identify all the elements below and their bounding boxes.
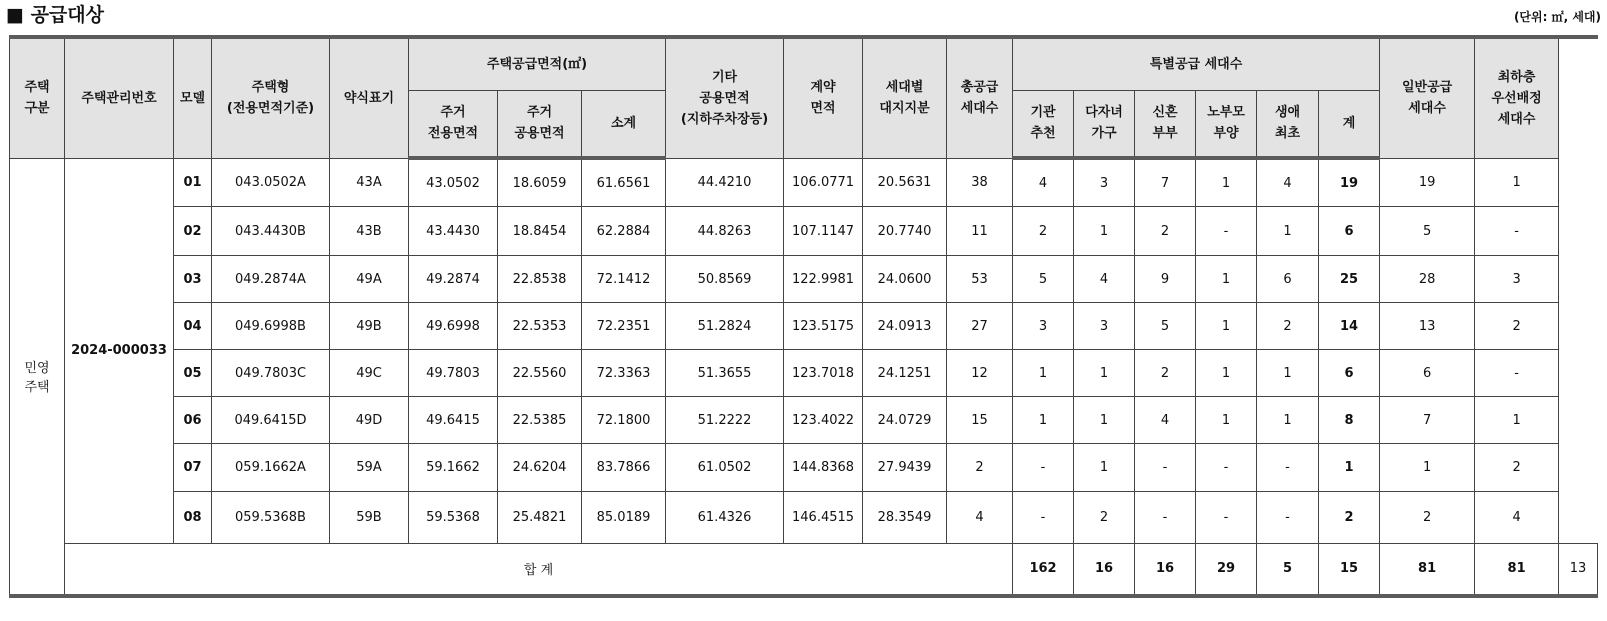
header-other-common: 기타 공용면적 (지하주차장등) xyxy=(666,37,784,158)
elderly-cell: 1 xyxy=(1196,303,1257,350)
elderly-sum: 5 xyxy=(1257,544,1319,596)
lowest-floor-cell: 1 xyxy=(1475,397,1559,444)
elderly-cell: 1 xyxy=(1196,350,1257,397)
newlywed-cell: 7 xyxy=(1135,158,1196,207)
multi-child-cell: 1 xyxy=(1074,444,1135,492)
first-life-cell: 4 xyxy=(1257,158,1319,207)
type-cell: 049.7803C xyxy=(212,350,330,397)
res-common-cell: 18.6059 xyxy=(498,158,582,207)
institution-cell: 3 xyxy=(1013,303,1074,350)
total-row xyxy=(10,544,1598,596)
general-cell: 7 xyxy=(1380,397,1475,444)
section-title: ■ 공급대상 xyxy=(6,4,104,26)
res-common-cell: 24.6204 xyxy=(498,444,582,492)
header-mgmt-no: 주택관리번호 xyxy=(65,37,174,158)
management-number-cell: 2024-000033 xyxy=(65,158,174,544)
lowest-floor-sum: 13 xyxy=(1559,544,1598,596)
multi-child-cell: 2 xyxy=(1074,492,1135,544)
res-common-cell: 22.5560 xyxy=(498,350,582,397)
multi-child-cell: 4 xyxy=(1074,256,1135,303)
header-model: 모델 xyxy=(174,37,212,158)
elderly-cell: - xyxy=(1196,492,1257,544)
land-cell: 27.9439 xyxy=(863,444,947,492)
contract-cell: 107.1147 xyxy=(784,207,863,256)
general-cell: 1 xyxy=(1380,444,1475,492)
newlywed-cell: - xyxy=(1135,444,1196,492)
type-cell: 059.5368B xyxy=(212,492,330,544)
header-land: 세대별 대지지분 xyxy=(863,37,947,158)
header-housing-type: 주택 구분 xyxy=(10,37,65,158)
contract-cell: 123.5175 xyxy=(784,303,863,350)
unit-note: (단위: ㎡, 세대) xyxy=(1513,10,1601,24)
short-cell: 59B xyxy=(330,492,409,544)
lowest-floor-cell: 2 xyxy=(1475,303,1559,350)
subtotal-cell: 61.6561 xyxy=(582,158,666,207)
newlywed-cell: 4 xyxy=(1135,397,1196,444)
res-exclusive-cell: 49.6998 xyxy=(409,303,498,350)
special-sum-cell: 6 xyxy=(1319,207,1380,256)
total-supply-cell: 27 xyxy=(947,303,1013,350)
model-cell: 01 xyxy=(174,158,212,207)
special-sum-cell: 19 xyxy=(1319,158,1380,207)
total-supply-cell: 12 xyxy=(947,350,1013,397)
res-exclusive-cell: 43.0502 xyxy=(409,158,498,207)
res-common-cell: 18.8454 xyxy=(498,207,582,256)
multi-child-cell: 1 xyxy=(1074,350,1135,397)
header-institution: 기관 추천 xyxy=(1013,90,1074,158)
header-res-common: 주거 공용면적 xyxy=(498,90,582,158)
header-special: 특별공급 세대수 xyxy=(1013,37,1380,90)
land-cell: 28.3549 xyxy=(863,492,947,544)
first-life-cell: 1 xyxy=(1257,397,1319,444)
general-cell: 2 xyxy=(1380,492,1475,544)
special-sum-cell: 1 xyxy=(1319,444,1380,492)
land-cell: 20.7740 xyxy=(863,207,947,256)
first-life-cell: 2 xyxy=(1257,303,1319,350)
short-cell: 43B xyxy=(330,207,409,256)
header-res-exclusive: 주거 전용면적 xyxy=(409,90,498,158)
first-life-sum: 15 xyxy=(1319,544,1380,596)
first-life-cell: 6 xyxy=(1257,256,1319,303)
subtotal-cell: 72.1412 xyxy=(582,256,666,303)
multi-child-cell: 3 xyxy=(1074,303,1135,350)
table-row xyxy=(10,397,1598,444)
special-sum-cell: 6 xyxy=(1319,350,1380,397)
total-supply-cell: 11 xyxy=(947,207,1013,256)
newlywed-cell: 2 xyxy=(1135,350,1196,397)
header-newlywed: 신혼 부부 xyxy=(1135,90,1196,158)
header-multi-child: 다자녀 가구 xyxy=(1074,90,1135,158)
res-exclusive-cell: 43.4430 xyxy=(409,207,498,256)
lowest-floor-cell: 2 xyxy=(1475,444,1559,492)
type-cell: 043.0502A xyxy=(212,158,330,207)
institution-cell: 2 xyxy=(1013,207,1074,256)
newlywed-cell: 2 xyxy=(1135,207,1196,256)
total-supply-cell: 53 xyxy=(947,256,1013,303)
land-cell: 24.1251 xyxy=(863,350,947,397)
res-common-cell: 22.5353 xyxy=(498,303,582,350)
header-elderly: 노부모 부양 xyxy=(1196,90,1257,158)
total-label: 합 계 xyxy=(65,544,1013,596)
res-common-cell: 22.8538 xyxy=(498,256,582,303)
model-cell: 07 xyxy=(174,444,212,492)
res-exclusive-cell: 49.6415 xyxy=(409,397,498,444)
contract-cell: 144.8368 xyxy=(784,444,863,492)
contract-cell: 123.4022 xyxy=(784,397,863,444)
general-cell: 28 xyxy=(1380,256,1475,303)
first-life-cell: 1 xyxy=(1257,350,1319,397)
special-sum-total: 81 xyxy=(1380,544,1475,596)
general-cell: 19 xyxy=(1380,158,1475,207)
lowest-floor-cell: 3 xyxy=(1475,256,1559,303)
multi-child-sum: 16 xyxy=(1135,544,1196,596)
lowest-floor-cell: - xyxy=(1475,350,1559,397)
elderly-cell: 1 xyxy=(1196,158,1257,207)
institution-cell: 1 xyxy=(1013,397,1074,444)
res-exclusive-cell: 59.5368 xyxy=(409,492,498,544)
type-cell: 049.2874A xyxy=(212,256,330,303)
header-supply-area: 주택공급면적(㎡) xyxy=(409,37,666,90)
land-cell: 20.5631 xyxy=(863,158,947,207)
other-common-cell: 61.4326 xyxy=(666,492,784,544)
institution-cell: 4 xyxy=(1013,158,1074,207)
res-exclusive-cell: 49.7803 xyxy=(409,350,498,397)
special-sum-cell: 2 xyxy=(1319,492,1380,544)
total-supply-cell: 38 xyxy=(947,158,1013,207)
table-row xyxy=(10,158,1598,207)
lowest-floor-cell: 1 xyxy=(1475,158,1559,207)
header-special-sum: 계 xyxy=(1319,90,1380,158)
lowest-floor-cell: 4 xyxy=(1475,492,1559,544)
special-sum-cell: 25 xyxy=(1319,256,1380,303)
contract-cell: 106.0771 xyxy=(784,158,863,207)
model-cell: 03 xyxy=(174,256,212,303)
type-cell: 059.1662A xyxy=(212,444,330,492)
table-row xyxy=(10,444,1598,492)
header-contract: 계약 면적 xyxy=(784,37,863,158)
table-row xyxy=(10,350,1598,397)
newlywed-cell: 5 xyxy=(1135,303,1196,350)
institution-cell: - xyxy=(1013,492,1074,544)
first-life-cell: - xyxy=(1257,444,1319,492)
total-supply-cell: 15 xyxy=(947,397,1013,444)
land-cell: 24.0600 xyxy=(863,256,947,303)
land-cell: 24.0729 xyxy=(863,397,947,444)
short-cell: 49C xyxy=(330,350,409,397)
header-lowest-floor: 최하층 우선배정 세대수 xyxy=(1475,37,1559,158)
type-cell: 049.6998B xyxy=(212,303,330,350)
subtotal-cell: 72.3363 xyxy=(582,350,666,397)
header-type: 주택형 (전용면적기준) xyxy=(212,37,330,158)
header-total-supply: 총공급 세대수 xyxy=(947,37,1013,158)
res-common-cell: 22.5385 xyxy=(498,397,582,444)
multi-child-cell: 3 xyxy=(1074,158,1135,207)
subtotal-cell: 72.2351 xyxy=(582,303,666,350)
table-row xyxy=(10,492,1598,544)
contract-cell: 123.7018 xyxy=(784,350,863,397)
general-cell: 5 xyxy=(1380,207,1475,256)
total-supply-cell: 2 xyxy=(947,444,1013,492)
subtotal-cell: 85.0189 xyxy=(582,492,666,544)
housing-category-cell: 민영 주택 xyxy=(10,158,65,596)
contract-cell: 146.4515 xyxy=(784,492,863,544)
model-cell: 04 xyxy=(174,303,212,350)
newlywed-cell: - xyxy=(1135,492,1196,544)
other-common-cell: 51.2222 xyxy=(666,397,784,444)
header-general: 일반공급 세대수 xyxy=(1380,37,1475,158)
multi-child-cell: 1 xyxy=(1074,207,1135,256)
institution-cell: 1 xyxy=(1013,350,1074,397)
header-subtotal: 소계 xyxy=(582,90,666,158)
short-cell: 43A xyxy=(330,158,409,207)
table-row xyxy=(10,256,1598,303)
general-cell: 13 xyxy=(1380,303,1475,350)
other-common-cell: 61.0502 xyxy=(666,444,784,492)
other-common-cell: 44.8263 xyxy=(666,207,784,256)
other-common-cell: 51.3655 xyxy=(666,350,784,397)
contract-cell: 122.9981 xyxy=(784,256,863,303)
model-cell: 05 xyxy=(174,350,212,397)
institution-sum: 16 xyxy=(1074,544,1135,596)
other-common-cell: 51.2824 xyxy=(666,303,784,350)
header-short: 약식표기 xyxy=(330,37,409,158)
table-row xyxy=(10,303,1598,350)
subtotal-cell: 62.2884 xyxy=(582,207,666,256)
lowest-floor-cell: - xyxy=(1475,207,1559,256)
general-cell: 6 xyxy=(1380,350,1475,397)
elderly-cell: - xyxy=(1196,444,1257,492)
short-cell: 59A xyxy=(330,444,409,492)
elderly-cell: - xyxy=(1196,207,1257,256)
short-cell: 49B xyxy=(330,303,409,350)
res-exclusive-cell: 59.1662 xyxy=(409,444,498,492)
short-cell: 49A xyxy=(330,256,409,303)
subtotal-cell: 72.1800 xyxy=(582,397,666,444)
table-row xyxy=(10,207,1598,256)
supply-table xyxy=(9,35,1598,598)
institution-cell: 5 xyxy=(1013,256,1074,303)
newlywed-sum: 29 xyxy=(1196,544,1257,596)
elderly-cell: 1 xyxy=(1196,397,1257,444)
short-cell: 49D xyxy=(330,397,409,444)
subtotal-cell: 83.7866 xyxy=(582,444,666,492)
first-life-cell: - xyxy=(1257,492,1319,544)
general-sum: 81 xyxy=(1475,544,1559,596)
total-supply-cell: 4 xyxy=(947,492,1013,544)
model-cell: 08 xyxy=(174,492,212,544)
land-cell: 24.0913 xyxy=(863,303,947,350)
res-common-cell: 25.4821 xyxy=(498,492,582,544)
newlywed-cell: 9 xyxy=(1135,256,1196,303)
model-cell: 06 xyxy=(174,397,212,444)
other-common-cell: 44.4210 xyxy=(666,158,784,207)
elderly-cell: 1 xyxy=(1196,256,1257,303)
other-common-cell: 50.8569 xyxy=(666,256,784,303)
total-supply-sum: 162 xyxy=(1013,544,1074,596)
special-sum-cell: 8 xyxy=(1319,397,1380,444)
type-cell: 043.4430B xyxy=(212,207,330,256)
type-cell: 049.6415D xyxy=(212,397,330,444)
special-sum-cell: 14 xyxy=(1319,303,1380,350)
multi-child-cell: 1 xyxy=(1074,397,1135,444)
header-first-life: 생애 최초 xyxy=(1257,90,1319,158)
model-cell: 02 xyxy=(174,207,212,256)
first-life-cell: 1 xyxy=(1257,207,1319,256)
institution-cell: - xyxy=(1013,444,1074,492)
res-exclusive-cell: 49.2874 xyxy=(409,256,498,303)
